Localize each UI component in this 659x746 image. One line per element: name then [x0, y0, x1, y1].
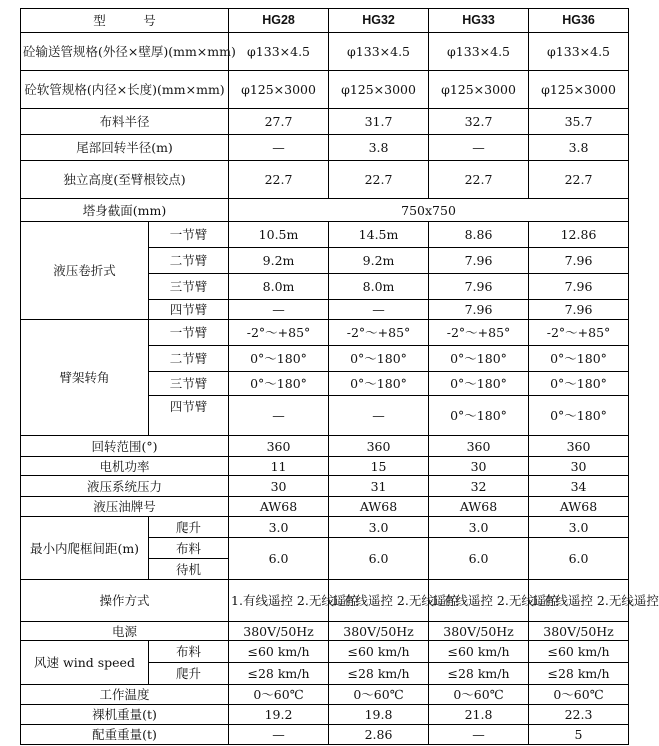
cell: φ133×4.5 [229, 33, 329, 71]
cell: — [329, 396, 429, 436]
cell: 21.8 [429, 705, 529, 725]
cell: 360 [229, 436, 329, 457]
sub-label: 二节臂 [149, 346, 229, 372]
sub-label: 三节臂 [149, 372, 229, 396]
row-pipe-spec [21, 33, 629, 71]
cell: -2°～+85° [229, 320, 329, 346]
cell: 3.8 [529, 135, 629, 161]
cell: 31 [329, 476, 429, 497]
row-label: 工作温度 [21, 685, 229, 705]
cell: ≤60 km/h [229, 641, 329, 663]
cell: 0°～180° [229, 346, 329, 372]
cell: ≤60 km/h [329, 641, 429, 663]
sub-label: 爬升 [149, 517, 229, 538]
row-weight [21, 705, 629, 725]
cell: 7.96 [529, 300, 629, 320]
cell: 0°～180° [329, 372, 429, 396]
cell: 3.0 [229, 517, 329, 538]
cell: ≤60 km/h [429, 641, 529, 663]
row-tail-radius [21, 135, 629, 161]
group-label-angle: 臂架转角 [21, 320, 149, 436]
cell: 19.2 [229, 705, 329, 725]
row-temp [21, 685, 629, 705]
cell: — [229, 135, 329, 161]
header-hg36: HG36 [529, 9, 629, 33]
cell: φ125×3000 [429, 71, 529, 109]
cell: 30 [429, 457, 529, 476]
cell: 34 [529, 476, 629, 497]
row-label: 配重重量(t) [21, 725, 229, 745]
cell: 14.5m [329, 222, 429, 248]
row-label: 操作方式 [21, 580, 229, 622]
cell: 8.0m [329, 274, 429, 300]
cell: -2°～+85° [529, 320, 629, 346]
row-label: 塔身截面(mm) [21, 199, 229, 222]
cell: 22.7 [229, 161, 329, 199]
row-label: 电源 [21, 622, 229, 641]
cell: 35.7 [529, 109, 629, 135]
cell: 0°～180° [429, 396, 529, 436]
header-model-label: 型 号 [21, 9, 229, 33]
cell: — [229, 396, 329, 436]
cell: 0°～180° [229, 372, 329, 396]
sub-label: 爬升 [149, 663, 229, 685]
row-section [21, 199, 629, 222]
group-label-climb: 最小内爬框间距(m) [21, 517, 149, 580]
header-hg32: HG32 [329, 9, 429, 33]
cell: 30 [529, 457, 629, 476]
row-pressure [21, 476, 629, 497]
cell: 8.0m [229, 274, 329, 300]
cell: -2°～+85° [329, 320, 429, 346]
cell: 5 [529, 725, 629, 745]
cell: 0°～180° [529, 346, 629, 372]
row-label: 砼软管规格(内径×长度)(mm×mm) [21, 71, 229, 109]
spec-table [20, 8, 659, 745]
cell: 8.86 [429, 222, 529, 248]
cell: ≤28 km/h [529, 663, 629, 685]
cell: φ133×4.5 [329, 33, 429, 71]
cell: 380V/50Hz [429, 622, 529, 641]
cell: 31.7 [329, 109, 429, 135]
row-radius [21, 109, 629, 135]
cell: 0～60℃ [229, 685, 329, 705]
row-climb [21, 517, 629, 538]
cell: 1.有线遥控 2.无线遥控 [229, 580, 329, 622]
cell: 6.0 [229, 538, 329, 580]
cell: — [429, 135, 529, 161]
cell: AW68 [229, 497, 329, 517]
cell: ≤28 km/h [429, 663, 529, 685]
cell: AW68 [329, 497, 429, 517]
row-label: 液压系统压力 [21, 476, 229, 497]
row-power [21, 622, 629, 641]
cell: 22.3 [529, 705, 629, 725]
row-fold-1 [21, 222, 629, 248]
cell: 360 [429, 436, 529, 457]
row-hose-spec [21, 71, 629, 109]
cell: 7.96 [529, 248, 629, 274]
cell: 11 [229, 457, 329, 476]
group-label-fold: 液压卷折式 [21, 222, 149, 320]
row-label: 砼输送管规格(外径×壁厚)(mm×mm) [21, 33, 229, 71]
row-wind-1 [21, 641, 629, 663]
cell: — [229, 725, 329, 745]
cell: 1.有线遥控 2.无线遥控 [429, 580, 529, 622]
cell: φ125×3000 [229, 71, 329, 109]
sub-label: 四节臂 [149, 396, 229, 436]
cell: 7.96 [429, 274, 529, 300]
cell: 9.2m [229, 248, 329, 274]
cell: 0°～180° [429, 346, 529, 372]
cell: 15 [329, 457, 429, 476]
cell: 32.7 [429, 109, 529, 135]
cell: 0～60℃ [429, 685, 529, 705]
cell: 22.7 [329, 161, 429, 199]
cell: 32 [429, 476, 529, 497]
sub-label: 一节臂 [149, 320, 229, 346]
cell: φ125×3000 [529, 71, 629, 109]
sub-label: 布料 [149, 538, 229, 559]
cell: 3.8 [329, 135, 429, 161]
cell: 0°～180° [529, 372, 629, 396]
cell: AW68 [529, 497, 629, 517]
cell: 19.8 [329, 705, 429, 725]
cell: 30 [229, 476, 329, 497]
cell: -2°～+85° [429, 320, 529, 346]
sub-label: 四节臂 [149, 300, 229, 320]
cell: 0°～180° [529, 396, 629, 436]
cell: AW68 [429, 497, 529, 517]
cell: — [329, 300, 429, 320]
sub-label: 一节臂 [149, 222, 229, 248]
cell: φ133×4.5 [529, 33, 629, 71]
cell: — [429, 725, 529, 745]
cell: φ125×3000 [329, 71, 429, 109]
row-oil [21, 497, 629, 517]
cell: 22.7 [429, 161, 529, 199]
row-height [21, 161, 629, 199]
cell: 10.5m [229, 222, 329, 248]
cell: 6.0 [429, 538, 529, 580]
cell: 7.96 [429, 300, 529, 320]
header-hg28: HG28 [229, 9, 329, 33]
row-label: 电机功率 [21, 457, 229, 476]
header-hg33: HG33 [429, 9, 529, 33]
cell: 360 [329, 436, 429, 457]
cell: ≤60 km/h [529, 641, 629, 663]
cell: 7.96 [429, 248, 529, 274]
cell: 0～60℃ [329, 685, 429, 705]
sub-label: 待机 [149, 559, 229, 580]
row-label: 独立高度(至臂根铰点) [21, 161, 229, 199]
row-label: 回转范围(°) [21, 436, 229, 457]
cell: 0～60℃ [529, 685, 629, 705]
cell: 1.有线遥控 2.无线遥控 [529, 580, 629, 622]
sub-label: 三节臂 [149, 274, 229, 300]
cell: 7.96 [529, 274, 629, 300]
cell: 1.有线遥控 2.无线遥控 [329, 580, 429, 622]
cell: 3.0 [329, 517, 429, 538]
cell: φ133×4.5 [429, 33, 529, 71]
cell: 6.0 [329, 538, 429, 580]
cell: 2.86 [329, 725, 429, 745]
sub-label: 布料 [149, 641, 229, 663]
row-label: 布料半径 [21, 109, 229, 135]
row-counterweight [21, 725, 629, 745]
cell: 0°～180° [329, 346, 429, 372]
sub-label: 二节臂 [149, 248, 229, 274]
row-angle-1 [21, 320, 629, 346]
cell: ≤28 km/h [229, 663, 329, 685]
row-operation [21, 580, 629, 622]
cell: 27.7 [229, 109, 329, 135]
row-label: 尾部回转半径(m) [21, 135, 229, 161]
row-label: 裸机重量(t) [21, 705, 229, 725]
cell: — [229, 300, 329, 320]
cell: 380V/50Hz [329, 622, 429, 641]
cell: 22.7 [529, 161, 629, 199]
header-row [21, 9, 629, 33]
cell: 3.0 [529, 517, 629, 538]
group-label-wind: 风速 wind speed [21, 641, 149, 685]
cell: 380V/50Hz [229, 622, 329, 641]
cell: 360 [529, 436, 629, 457]
cell: 6.0 [529, 538, 629, 580]
cell: 0°～180° [429, 372, 529, 396]
cell: 9.2m [329, 248, 429, 274]
cell: 750x750 [229, 199, 629, 222]
cell: ≤28 km/h [329, 663, 429, 685]
row-motor [21, 457, 629, 476]
row-label: 液压油牌号 [21, 497, 229, 517]
cell: 380V/50Hz [529, 622, 629, 641]
row-rotation [21, 436, 629, 457]
cell: 12.86 [529, 222, 629, 248]
cell: 3.0 [429, 517, 529, 538]
